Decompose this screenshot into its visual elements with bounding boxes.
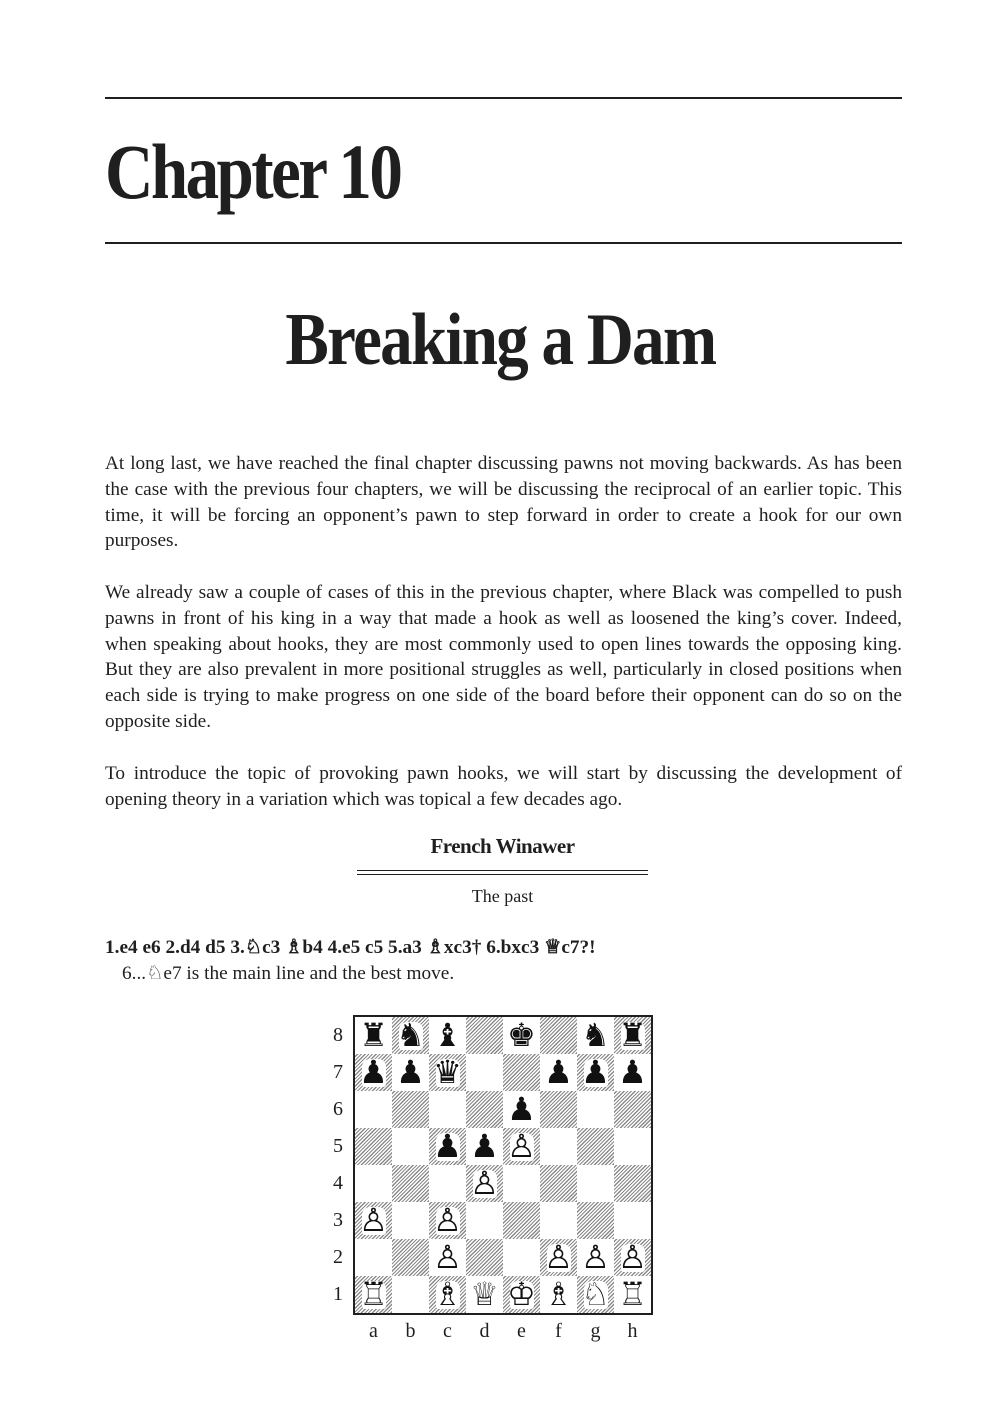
square-e6 (503, 1091, 540, 1128)
section-subheading: The past (471, 886, 534, 906)
square-d3 (466, 1202, 503, 1239)
square-c2 (429, 1239, 466, 1276)
file-label: b (405, 1320, 416, 1342)
white-pawn-piece: ♙ (544, 1238, 573, 1276)
square-c7 (429, 1054, 466, 1091)
rank-label: 5 (333, 1135, 343, 1157)
black-pawn-piece: ♟ (433, 1127, 462, 1165)
square-h1 (614, 1276, 651, 1313)
square-f8 (540, 1017, 577, 1054)
square-a7 (355, 1054, 392, 1091)
square-h5 (614, 1128, 651, 1165)
square-d4 (466, 1165, 503, 1202)
black-rook-piece: ♜ (359, 1016, 388, 1054)
square-f4 (540, 1165, 577, 1202)
white-pawn-piece: ♙ (618, 1238, 647, 1276)
black-knight-piece: ♞ (581, 1016, 610, 1054)
rank-label: 3 (333, 1209, 343, 1231)
chess-diagram (320, 1010, 660, 1355)
black-rook-piece: ♜ (618, 1016, 647, 1054)
paragraph-3: To introduce the topic of provoking pawn hooks, we will start by discussing the development of opening theory in a variation which was topical a few decades ago. (105, 763, 902, 810)
square-b3 (392, 1202, 429, 1239)
chapter-rule (105, 242, 902, 244)
square-h2 (614, 1239, 651, 1276)
square-c5 (429, 1128, 466, 1165)
black-knight-piece: ♞ (396, 1016, 425, 1054)
square-c4 (429, 1165, 466, 1202)
move-note: 6...♘e7 is the main line and the best move. (122, 963, 455, 984)
square-a3 (355, 1202, 392, 1239)
file-label: d (479, 1320, 490, 1342)
square-e4 (503, 1165, 540, 1202)
square-e8 (503, 1017, 540, 1054)
rank-label: 2 (333, 1246, 343, 1268)
section-rule-bottom (357, 874, 648, 875)
square-f5 (540, 1128, 577, 1165)
square-g8 (577, 1017, 614, 1054)
square-g2 (577, 1239, 614, 1276)
square-e7 (503, 1054, 540, 1091)
white-knight-piece: ♘ (581, 1275, 610, 1313)
rank-label: 4 (333, 1172, 343, 1194)
section-heading: French Winawer (430, 834, 575, 858)
file-label: h (627, 1320, 638, 1342)
white-rook-piece: ♖ (359, 1275, 388, 1313)
square-d5 (466, 1128, 503, 1165)
rank-label: 1 (333, 1283, 343, 1305)
rank-label: 6 (333, 1098, 343, 1120)
paragraph-1: At long last, we have reached the final chapter discussing pawns not moving backwards. As has been the case with the previous four chapters, we will be discussing the reciprocal of an earlier topic. This time, it will be forcing an opponent’s pawn to step forward in order to create a hook for our own purposes. (105, 453, 902, 552)
black-pawn-piece: ♟ (507, 1090, 536, 1128)
white-pawn-piece: ♙ (359, 1201, 388, 1239)
white-pawn-piece: ♙ (470, 1164, 499, 1202)
black-bishop-piece: ♝ (433, 1016, 462, 1054)
section-rule-top (357, 870, 648, 871)
square-h6 (614, 1091, 651, 1128)
square-d8 (466, 1017, 503, 1054)
square-e1 (503, 1276, 540, 1313)
square-b6 (392, 1091, 429, 1128)
black-pawn-piece: ♟ (396, 1053, 425, 1091)
square-f2 (540, 1239, 577, 1276)
chapter-label: Chapter 10 (105, 128, 401, 215)
white-pawn-piece: ♙ (581, 1238, 610, 1276)
square-a2 (355, 1239, 392, 1276)
square-h7 (614, 1054, 651, 1091)
black-pawn-piece: ♟ (544, 1053, 573, 1091)
square-f7 (540, 1054, 577, 1091)
chapter-title-text: Breaking a Dam (284, 299, 716, 381)
square-g7 (577, 1054, 614, 1091)
file-label: g (590, 1320, 601, 1342)
square-g5 (577, 1128, 614, 1165)
square-f3 (540, 1202, 577, 1239)
square-a4 (355, 1165, 392, 1202)
white-king-piece: ♔ (507, 1275, 536, 1313)
white-pawn-piece: ♙ (433, 1201, 462, 1239)
square-d6 (466, 1091, 503, 1128)
file-label: f (555, 1320, 562, 1342)
chapter-title (0, 290, 1000, 390)
square-h4 (614, 1165, 651, 1202)
square-b2 (392, 1239, 429, 1276)
white-rook-piece: ♖ (618, 1275, 647, 1313)
square-b4 (392, 1165, 429, 1202)
move-sequence: 1.e4 e6 2.d4 d5 3.♘c3 ♗b4 4.e5 c5 5.a3 ♗xc3† 6.bxc3 ♕c7?! (105, 937, 596, 958)
square-b5 (392, 1128, 429, 1165)
square-f1 (540, 1276, 577, 1313)
square-b8 (392, 1017, 429, 1054)
chess-board (353, 1015, 653, 1315)
black-pawn-piece: ♟ (581, 1053, 610, 1091)
square-d7 (466, 1054, 503, 1091)
square-g4 (577, 1165, 614, 1202)
top-rule (105, 97, 902, 99)
square-b7 (392, 1054, 429, 1091)
black-pawn-piece: ♟ (618, 1053, 647, 1091)
paragraph-2: We already saw a couple of cases of this in the previous chapter, where Black was compelled to push pawns in front of his king in a way that made a hook as well as loosened the king’s cover. Indeed, when speaking about hooks, they are most commonly used to open lines towards the opposing king. But they are also prevalent in more positional struggles as well, particularly in closed positions when each side is trying to make progress on one side of the board before their opponent can do so on the opposite side. (105, 582, 902, 732)
black-queen-piece: ♛ (433, 1053, 462, 1091)
square-g1 (577, 1276, 614, 1313)
square-e5 (503, 1128, 540, 1165)
square-c1 (429, 1276, 466, 1313)
white-pawn-piece: ♙ (433, 1238, 462, 1276)
square-h8 (614, 1017, 651, 1054)
square-c8 (429, 1017, 466, 1054)
black-pawn-piece: ♟ (359, 1053, 388, 1091)
file-label: e (517, 1320, 526, 1342)
square-c6 (429, 1091, 466, 1128)
file-label: a (369, 1320, 378, 1342)
rank-label: 8 (333, 1024, 343, 1046)
white-bishop-piece: ♗ (433, 1275, 462, 1313)
white-pawn-piece: ♙ (507, 1127, 536, 1165)
rank-label: 7 (333, 1061, 343, 1083)
square-a6 (355, 1091, 392, 1128)
black-king-piece: ♚ (507, 1016, 536, 1054)
black-pawn-piece: ♟ (470, 1127, 499, 1165)
white-queen-piece: ♕ (470, 1275, 499, 1313)
white-bishop-piece: ♗ (544, 1275, 573, 1313)
square-g3 (577, 1202, 614, 1239)
square-d1 (466, 1276, 503, 1313)
square-a1 (355, 1276, 392, 1313)
square-d2 (466, 1239, 503, 1276)
square-e3 (503, 1202, 540, 1239)
square-a8 (355, 1017, 392, 1054)
square-c3 (429, 1202, 466, 1239)
square-e2 (503, 1239, 540, 1276)
square-f6 (540, 1091, 577, 1128)
file-label: c (443, 1320, 452, 1342)
square-a5 (355, 1128, 392, 1165)
square-g6 (577, 1091, 614, 1128)
square-h3 (614, 1202, 651, 1239)
square-b1 (392, 1276, 429, 1313)
